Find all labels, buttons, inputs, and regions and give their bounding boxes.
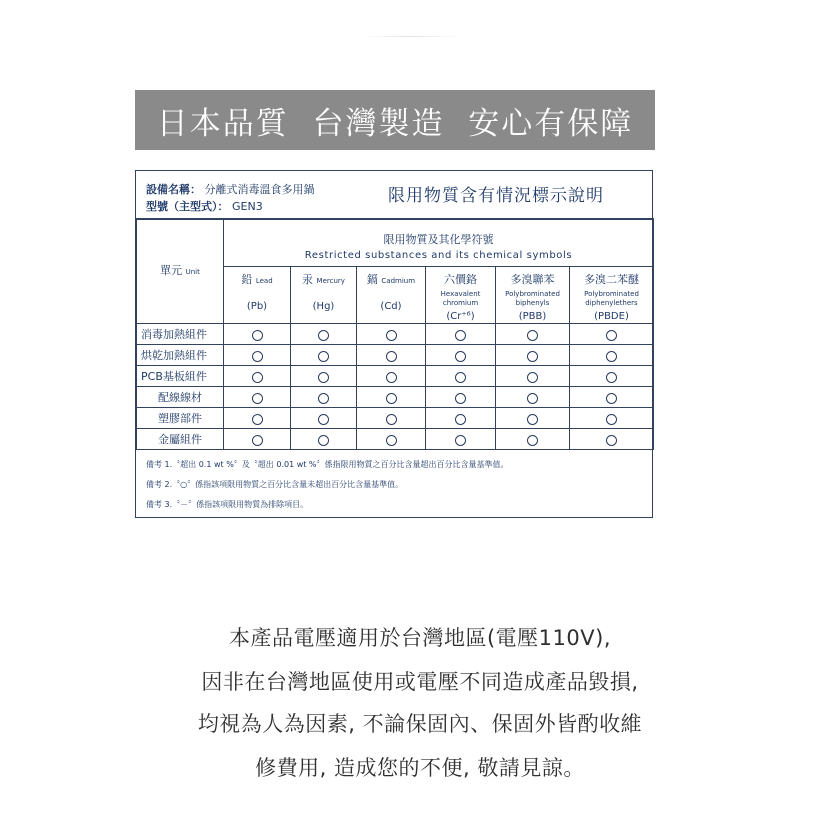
circle-mark-icon bbox=[252, 372, 263, 383]
substance-desc: Polybrominated bbox=[505, 290, 560, 298]
table-row bbox=[137, 408, 654, 429]
content-mark-cell bbox=[357, 366, 426, 387]
substance-desc: Polybrominated bbox=[584, 290, 639, 298]
quality-banner: 日本品質 台灣製造 安心有保障 bbox=[135, 90, 655, 150]
content-mark-cell bbox=[291, 366, 357, 387]
table-row bbox=[137, 345, 654, 366]
circle-mark-icon bbox=[386, 330, 397, 341]
restricted-title-zh: 限用物質及其化學符號 bbox=[383, 233, 494, 246]
content-mark-cell bbox=[357, 324, 426, 345]
circle-mark-icon bbox=[455, 393, 466, 404]
row-label: PCB基板組件 bbox=[137, 366, 224, 387]
circle-mark-icon bbox=[527, 393, 538, 404]
substance-zh: 多溴二苯醚 bbox=[584, 273, 639, 286]
circle-mark-icon bbox=[386, 351, 397, 362]
circle-mark-icon bbox=[606, 393, 617, 404]
substance-en: Lead bbox=[255, 277, 273, 285]
substance-table-wrap bbox=[136, 219, 654, 450]
restricted-title-en: Restricted substances and its chemical symbols bbox=[304, 250, 573, 261]
row-label: 配線線材 bbox=[137, 387, 224, 408]
circle-mark-icon bbox=[318, 351, 329, 362]
circle-mark-icon bbox=[318, 330, 329, 341]
content-mark-cell bbox=[291, 345, 357, 366]
device-label: 設備名稱： bbox=[146, 183, 201, 196]
table-row bbox=[137, 387, 654, 408]
content-mark-cell bbox=[426, 387, 496, 408]
circle-mark-icon bbox=[386, 372, 397, 383]
circle-mark-icon bbox=[455, 414, 466, 425]
content-mark-cell bbox=[224, 408, 291, 429]
circle-mark-icon bbox=[455, 372, 466, 383]
content-mark-cell bbox=[357, 345, 426, 366]
circle-mark-icon bbox=[252, 330, 263, 341]
substance-header-cadmium bbox=[357, 267, 426, 324]
content-mark-cell bbox=[570, 345, 654, 366]
substance-zh: 六價鉻 bbox=[444, 273, 477, 286]
restricted-header-row bbox=[137, 220, 654, 267]
content-mark-cell bbox=[496, 408, 570, 429]
circle-mark-icon bbox=[606, 372, 617, 383]
circle-mark-icon bbox=[318, 414, 329, 425]
model-label: 型號（主型式）： bbox=[146, 200, 229, 213]
restricted-header-cell bbox=[224, 220, 654, 267]
circle-mark-icon bbox=[527, 414, 538, 425]
circle-mark-icon bbox=[527, 351, 538, 362]
table-body bbox=[137, 324, 654, 450]
circle-mark-icon bbox=[252, 414, 263, 425]
content-mark-cell bbox=[224, 366, 291, 387]
voltage-notice-line-3: 均視為人為因素, 不論保固內、保固外皆酌收維 bbox=[197, 712, 643, 736]
circle-mark-icon bbox=[527, 330, 538, 341]
circle-mark-icon bbox=[606, 330, 617, 341]
circle-mark-icon bbox=[455, 330, 466, 341]
substance-header-lead bbox=[224, 267, 291, 324]
substance-symbol: (PBB) bbox=[518, 311, 547, 322]
substance-header-pbde bbox=[570, 267, 654, 324]
voltage-notice-line-1: 本產品電壓適用於台灣地區(電壓110V), bbox=[228, 626, 611, 650]
voltage-notice-line-2: 因非在台灣地區使用或電壓不同造成產品毀損, bbox=[201, 670, 639, 694]
device-name: 分離式消毒溫食多用鍋 bbox=[204, 183, 315, 196]
model-value: GEN3 bbox=[232, 200, 263, 213]
content-mark-cell bbox=[496, 387, 570, 408]
content-mark-cell bbox=[426, 366, 496, 387]
circle-mark-icon bbox=[606, 351, 617, 362]
content-mark-cell bbox=[570, 324, 654, 345]
substance-table bbox=[136, 219, 654, 450]
content-mark-cell bbox=[570, 366, 654, 387]
substance-symbol: (Hg) bbox=[312, 301, 335, 312]
row-label: 烘乾加熱組件 bbox=[137, 345, 224, 366]
circle-mark-icon bbox=[386, 414, 397, 425]
table-row bbox=[137, 324, 654, 345]
content-mark-cell bbox=[496, 345, 570, 366]
substance-symbol: (Pb) bbox=[246, 301, 268, 312]
content-mark-cell bbox=[357, 387, 426, 408]
note-3: 備考 3.〝－〞係指該項限用物質為排除項目。 bbox=[146, 500, 309, 509]
device-name-line bbox=[146, 181, 315, 197]
table-row bbox=[137, 366, 654, 387]
substance-header-chromium bbox=[426, 267, 496, 324]
content-mark-cell bbox=[570, 387, 654, 408]
rohs-declaration-card bbox=[135, 170, 653, 518]
unit-header-cell bbox=[137, 220, 224, 324]
substance-symbol: (Cd) bbox=[380, 301, 402, 312]
substance-header-pbb bbox=[496, 267, 570, 324]
circle-mark-icon bbox=[386, 393, 397, 404]
circle-mark-icon bbox=[252, 393, 263, 404]
circle-mark-icon bbox=[318, 393, 329, 404]
substance-desc: chromium bbox=[442, 299, 479, 307]
declaration-title: 限用物質含有情況標示說明 bbox=[388, 186, 604, 206]
content-mark-cell bbox=[570, 408, 654, 429]
content-mark-cell bbox=[496, 324, 570, 345]
substance-en: Mercury bbox=[316, 277, 345, 285]
top-divider-line bbox=[360, 36, 460, 37]
substance-en: Cadmium bbox=[381, 277, 416, 285]
model-line bbox=[146, 198, 263, 214]
circle-mark-icon bbox=[252, 351, 263, 362]
content-mark-cell bbox=[426, 408, 496, 429]
substance-zh: 多溴聯苯 bbox=[510, 273, 555, 286]
substance-zh: 鉛 bbox=[241, 273, 253, 286]
circle-mark-icon bbox=[455, 351, 466, 362]
substance-desc: biphenyls bbox=[515, 299, 550, 307]
content-mark-cell bbox=[357, 408, 426, 429]
content-mark-cell bbox=[496, 366, 570, 387]
voltage-notice-line-4: 修費用, 造成您的不便, 敬請見諒。 bbox=[255, 756, 585, 780]
content-mark-cell bbox=[224, 387, 291, 408]
substance-zh: 汞 bbox=[302, 273, 314, 286]
circle-mark-icon bbox=[606, 414, 617, 425]
substance-desc: diphenylethers bbox=[585, 299, 638, 307]
note-1: 備考 1.〝超出 0.1 wt %〞及〝超出 0.01 wt %〞係指限用物質之百分比含量超出百分比含量基準值。 bbox=[146, 460, 509, 469]
row-label: 消毒加熱組件 bbox=[137, 324, 224, 345]
unit-label-zh: 單元 bbox=[160, 264, 183, 277]
unit-label-en: Unit bbox=[185, 268, 200, 276]
content-mark-cell bbox=[426, 324, 496, 345]
substance-symbol: (Cr⁺⁶) bbox=[446, 311, 475, 322]
substance-symbol: (PBDE) bbox=[594, 311, 629, 322]
substance-desc: Hexavalent bbox=[440, 290, 481, 298]
content-mark-cell bbox=[291, 324, 357, 345]
content-mark-cell bbox=[224, 324, 291, 345]
note-2: 備考 2.〝○〞係指該項限用物質之百分比含量未超出百分比含量基準值。 bbox=[146, 480, 404, 489]
substance-zh: 鎘 bbox=[366, 273, 378, 286]
device-info-header bbox=[136, 171, 654, 219]
circle-mark-icon bbox=[318, 372, 329, 383]
content-mark-cell bbox=[224, 345, 291, 366]
content-mark-cell bbox=[291, 408, 357, 429]
notes-section bbox=[136, 437, 654, 517]
content-mark-cell bbox=[426, 345, 496, 366]
substance-header-mercury bbox=[291, 267, 357, 324]
content-mark-cell bbox=[291, 387, 357, 408]
row-label: 塑膠部件 bbox=[137, 408, 224, 429]
row-label: 金屬組件 bbox=[137, 429, 224, 450]
circle-mark-icon bbox=[527, 372, 538, 383]
